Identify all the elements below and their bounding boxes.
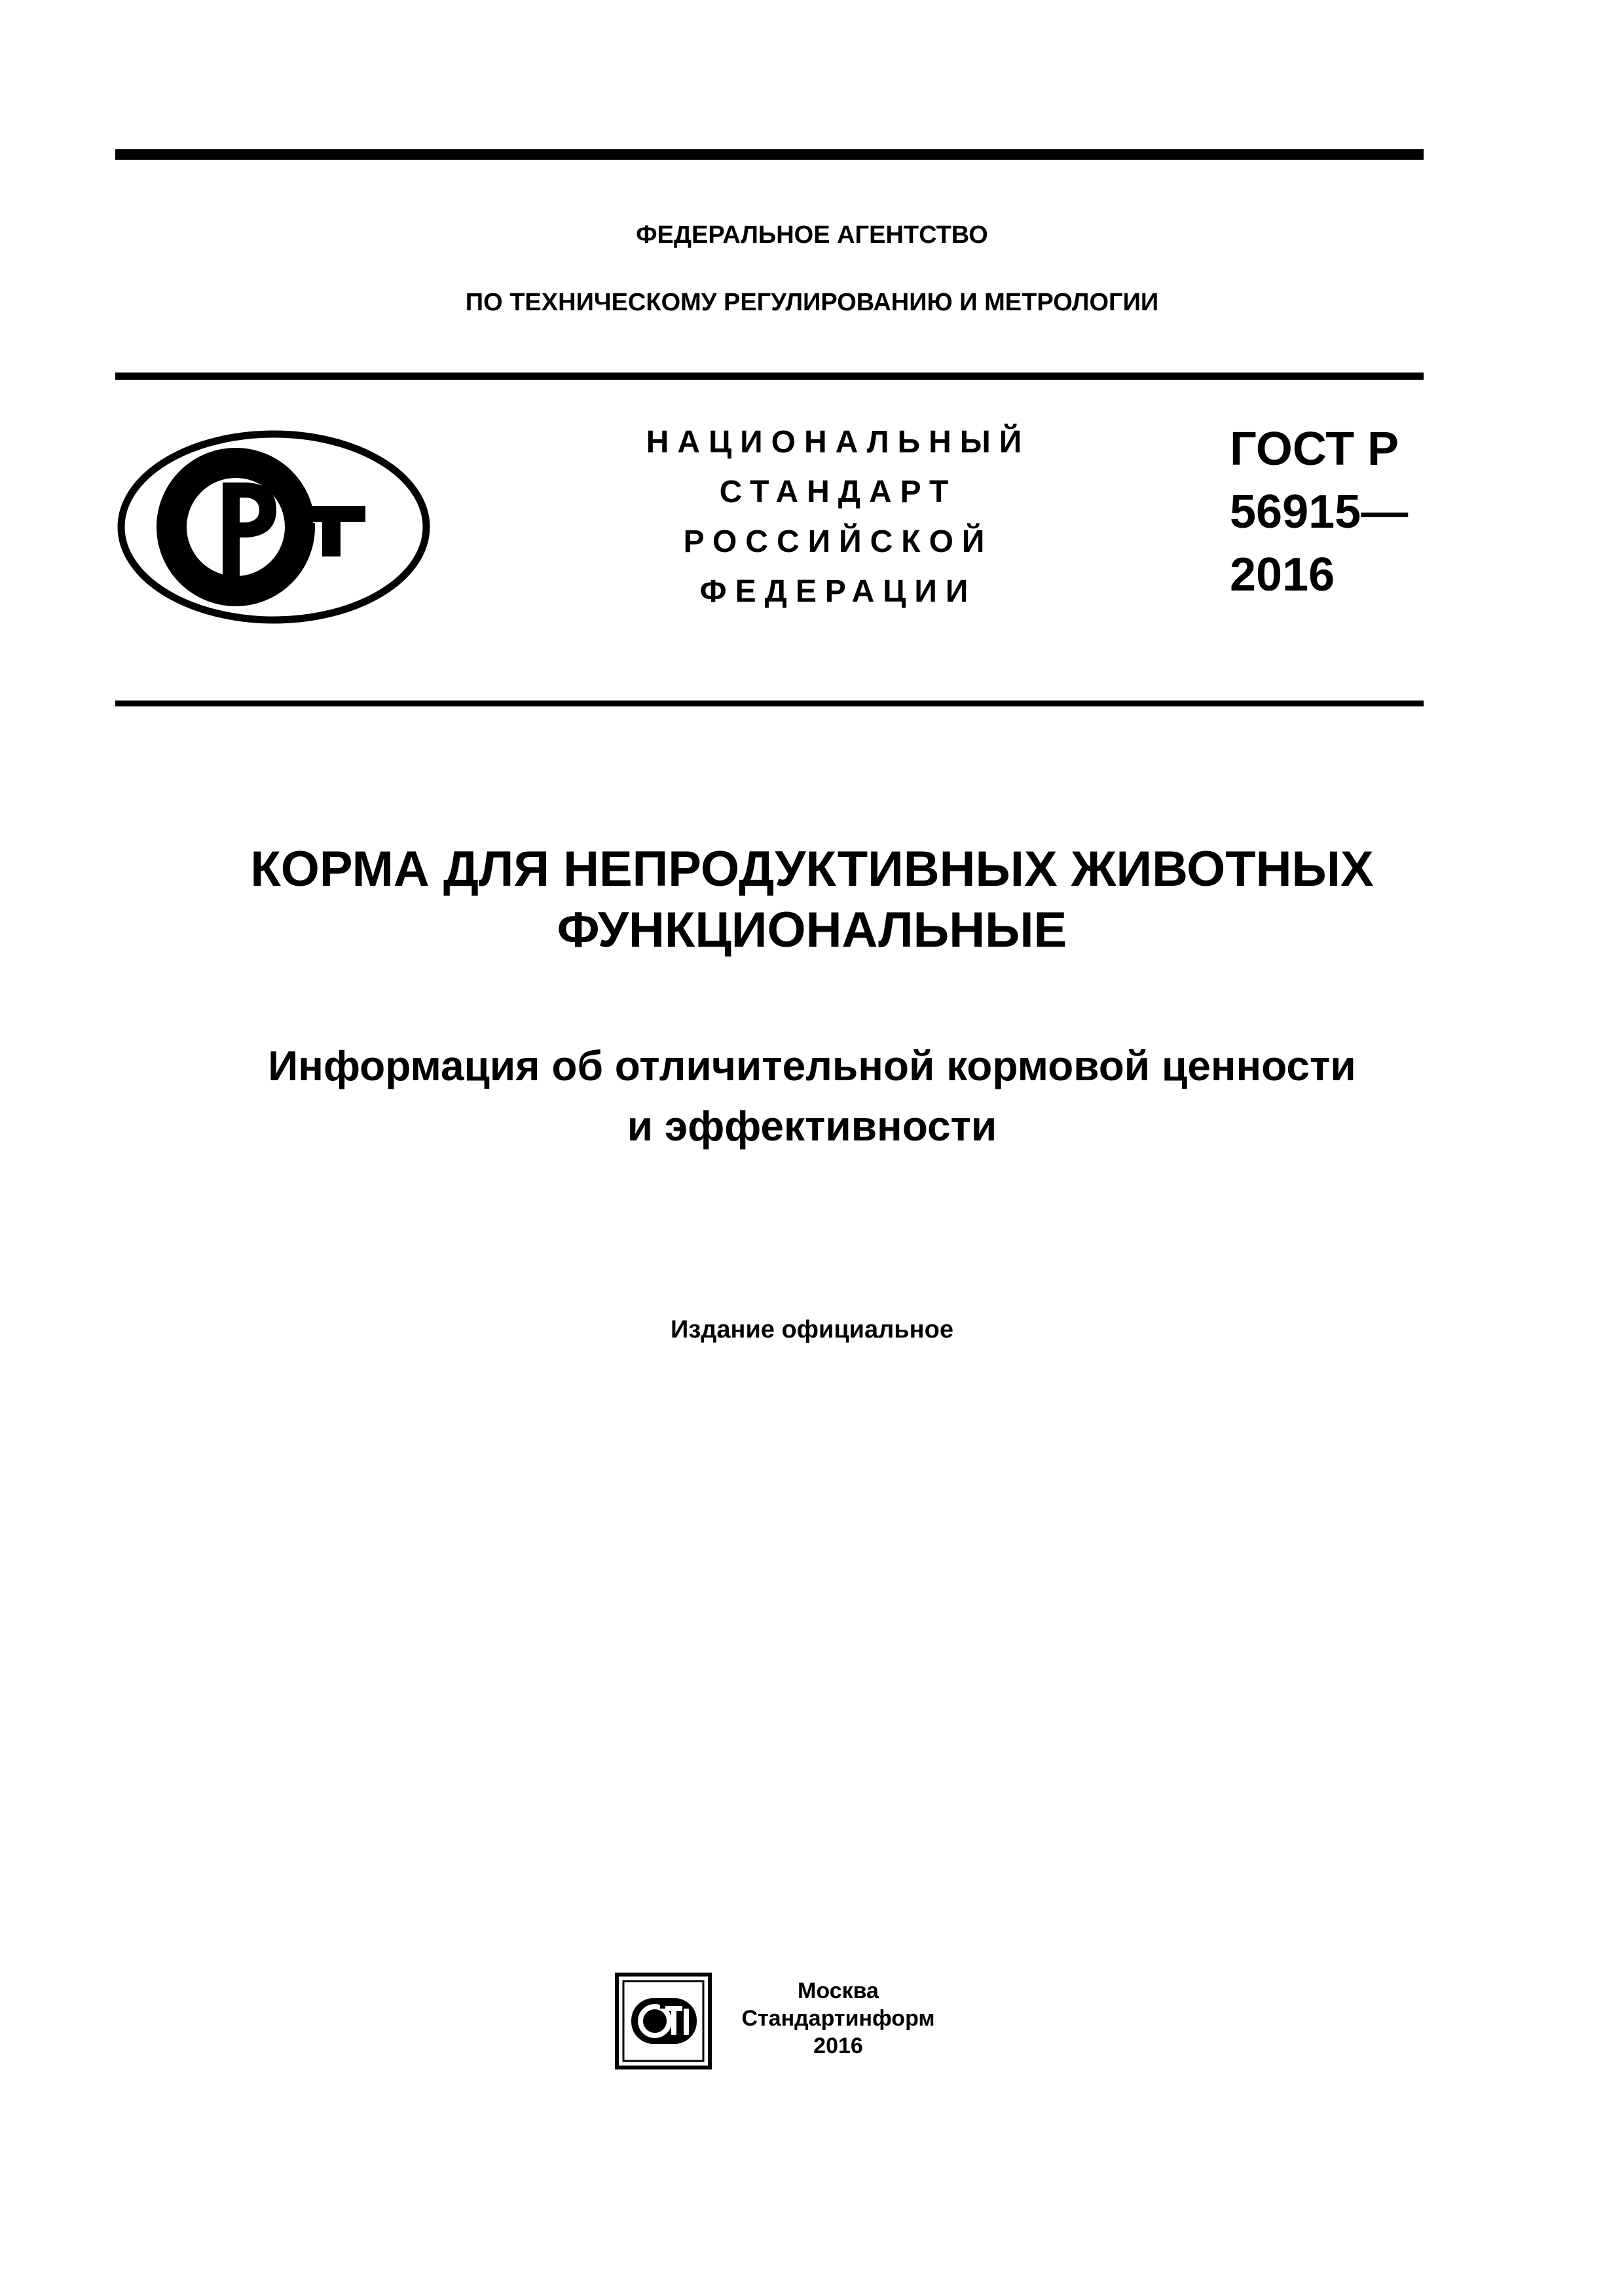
rst-emblem-icon: [117, 429, 431, 629]
agency-name-line-2: ПО ТЕХНИЧЕСКОМУ РЕГУЛИРОВАНИЮ И МЕТРОЛОГИИ: [465, 289, 1159, 316]
top-rule: [115, 149, 1424, 160]
designation-line-1: ГОСТ Р: [1230, 423, 1399, 475]
edition-label: Издание официальное: [671, 1316, 953, 1343]
standartinform-logo-icon: [614, 1972, 712, 2073]
standard-type-line-1: НАЦИОНАЛЬНЫЙ: [646, 425, 1031, 460]
standard-type-line-2: СТАНДАРТ: [719, 475, 957, 509]
agency-name-line-1: ФЕДЕРАЛЬНОЕ АГЕНТСТВО: [636, 221, 988, 249]
publisher-city: Москва: [798, 1978, 879, 2003]
header-divider: [115, 373, 1424, 380]
standard-type: [616, 418, 1061, 617]
publisher-name: Стандартинформ: [741, 2006, 935, 2031]
standard-type-line-4: ФЕДЕРАЦИИ: [699, 574, 977, 609]
document-title-line-1: КОРМА ДЛЯ НЕПРОДУКТИВНЫХ ЖИВОТНЫХ: [250, 841, 1374, 897]
document-title-line-2: ФУНКЦИОНАЛЬНЫЕ: [557, 902, 1067, 958]
designation-line-2: 56915—: [1230, 486, 1409, 538]
standard-type-line-3: РОССИЙСКОЙ: [683, 524, 993, 559]
publisher-info: [733, 1977, 943, 2060]
header-bottom-rule: [115, 701, 1424, 706]
document-subtitle-line-2: и эффективности: [627, 1102, 997, 1150]
standard-designation: [1230, 418, 1408, 606]
publisher-year: 2016: [813, 2033, 863, 2058]
document-subtitle-line-1: Информация об отличительной кормовой ценности: [268, 1042, 1356, 1089]
designation-line-3: 2016: [1230, 549, 1335, 601]
